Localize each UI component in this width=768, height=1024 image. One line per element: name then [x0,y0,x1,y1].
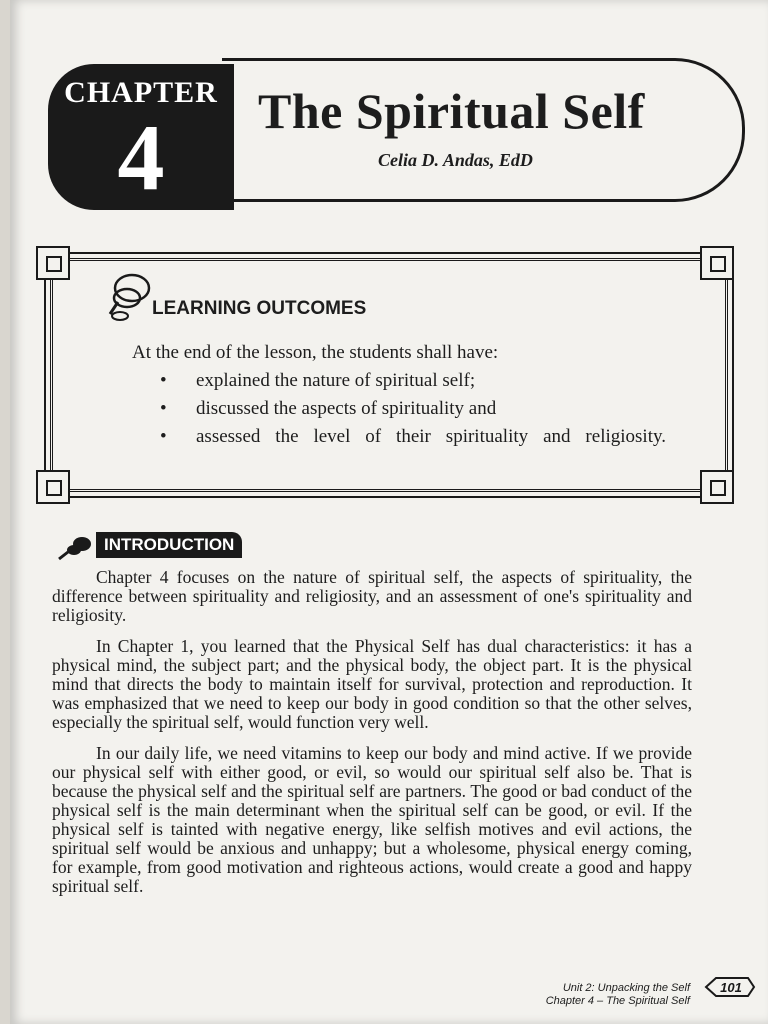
list-item: • explained the nature of spiritual self; [160,368,700,394]
page-number: 101 [720,980,742,995]
paragraph: Chapter 4 focuses on the nature of spiritual self, the aspects of spirituality, the difference between spirituality and religiosity, and an assessment of one's spirituality and religiosity. [52,567,692,625]
frame-corner-ornament [36,246,70,280]
frame-corner-ornament [36,470,70,504]
footer-chapter: Chapter 4 – The Spiritual Self [545,995,690,1007]
paragraph: In our daily life, we need vitamins to keep our body and mind active. If we provide our physical self with either good, or evil, so would our spiritual self also be. That is because the physical self and the spiritual self are partners. The good or bad conduct of the physical self is the main determinant when the spiritual self can be good, or evil. If the physical self is tainted with negative energy, like selfish motives and evil actions, the spiritual self would be anxious and unhappy; but a wholesome, physical energy coming, for example, from good motivation and righteous actions, would create a good and happy spiritual self. [52,743,692,896]
pushpin-icon [56,532,94,562]
list-item: • assessed the level of their spirituality and religiosity. [160,424,666,450]
chapter-label: CHAPTER [64,76,218,109]
learning-outcomes-list [160,368,700,452]
frame-corner-ornament [700,246,734,280]
introduction-heading: INTRODUCTION [96,532,242,558]
chapter-number: 4 [117,106,165,210]
paragraph: In Chapter 1, you learned that the Physical Self has dual characteristics: it has a physical mind, the subject part; and the physical body, the object part. It is the physical mind that directs the body to maintain itself for survival, protection and reproduction. It was emphasized that we need to keep our body in good condition so that the other selves, especially the spiritual self, would function very well. [52,636,692,732]
learning-outcomes-intro: At the end of the lesson, the students shall have: [132,342,499,363]
learning-outcomes-heading: LEARNING OUTCOMES [152,298,367,319]
list-item: • discussed the aspects of spirituality and [160,396,700,422]
page-footer [546,982,690,1008]
pushpin-icon [100,268,156,326]
chapter-badge [48,64,234,210]
footer-unit: Unit 2: Unpacking the Self [562,982,690,994]
introduction-body [52,568,692,908]
frame-corner-ornament [700,470,734,504]
author-name: Celia D. Andas, EdD [378,150,533,170]
page-number-badge [704,976,756,998]
chapter-title: The Spiritual Self [258,83,645,139]
